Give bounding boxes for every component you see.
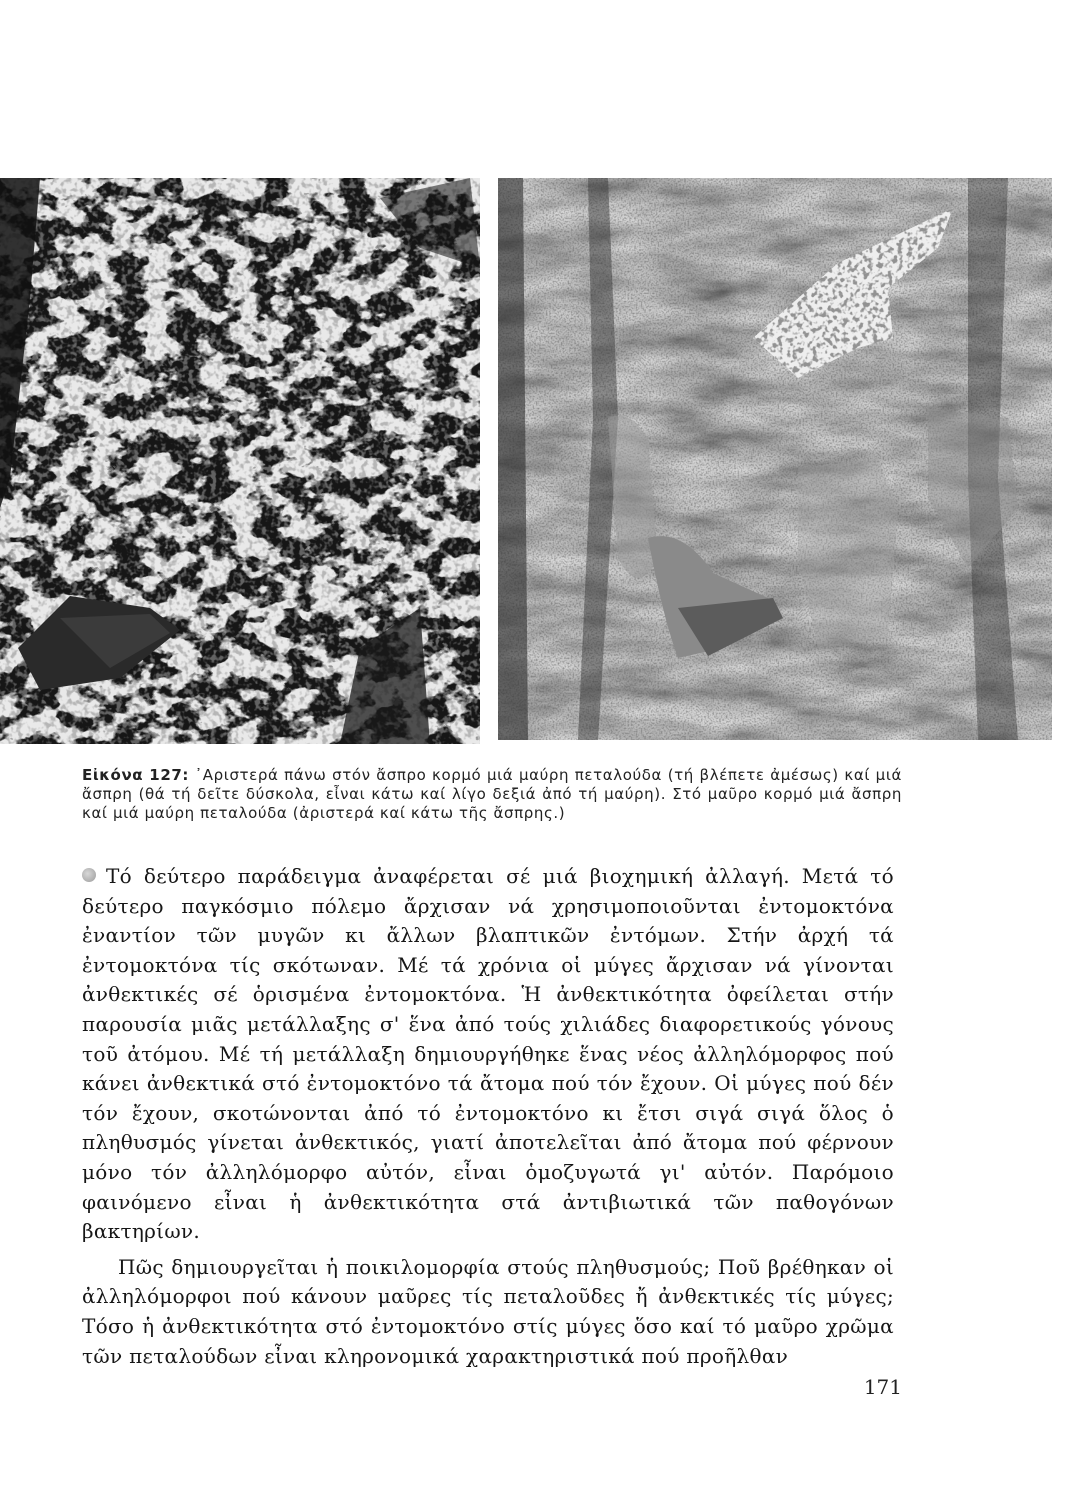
paragraph-1 <box>82 862 894 1247</box>
figure-label: Εἰκόνα 127: <box>82 766 190 784</box>
figure-caption <box>82 766 902 823</box>
dark-bark-image <box>498 178 1052 740</box>
paragraph-1-text: Τό δεύτερο παράδειγμα ἀναφέρεται σέ μιά βιοχημική ἀλλαγή. Μετά τό δεύτερο παγκόσμιο πόλεμο ἄρχισαν νά χρησιμοποιοῦνται ἐντομοκτόνα ἐναντίον τῶν μυγῶν κι ἄλλων βλαπτικῶν ἐντόμων. Στήν ἀρχή τά ἐντομοκτόνα τίς σκότωναν. Μέ τά χρόνια οἱ μύγες ἄρχισαν νά γίνονται ἀνθεκτικές σέ ὁρισμένα ἐντομοκτόνα. Ἡ ἀνθεκτικότητα ὀφείλεται στήν παρουσία μιᾶς μετάλλαξης σ' ἕνα ἀπό τούς χιλιάδες διαφορετικούς γόνους τοῦ ἀτόμου. Μέ τή μετάλλαξη δημιουργήθηκε ἕνας νέος ἀλληλόμορφος πού κάνει ἀνθεκτικά στό ἐντομοκτόνο τά ἄτομα πού τόν ἔχουν. Οἱ μύγες πού δέν τόν ἔχουν, σκοτώνονται ἀπό τό ἐντομοκτόνο κι ἔτσι σιγά σιγά ὅλος ὁ πληθυσμός γίνεται ἀνθεκτικός, γιατί ἀποτελεῖται ἀπό ἄτομα πού φέρνουν μόνο τόν ἀλληλόμορφο αὐτόν, εἶναι ὁμοζυγωτά γι' αὐτόν. Παρόμοιο φαινόμενο εἶναι ἡ ἀνθεκτικότητα στά ἀντιβιωτικά τῶν παθογόνων βακτηρίων. <box>82 864 894 1244</box>
light-bark-image <box>0 178 480 744</box>
photo-light-bark-moths <box>0 178 480 744</box>
body-text <box>82 862 894 1371</box>
paragraph-2: Πῶς δημιουργεῖται ἡ ποικιλομορφία στούς πληθυσμούς; Ποῦ βρέθηκαν οἱ ἀλληλόμορφοι πού κάνουν μαῦρες τίς πεταλοῦδες ἤ ἀνθεκτικές τίς μύγες; Τόσο ἡ ἀνθεκτικότητα στό ἐντομοκτόνο στίς μύγες ὅσο καί τό μαῦρο χρῶμα τῶν πεταλούδων εἶναι κληρονομικά χαρακτηριστικά πού προῆλθαν <box>82 1254 894 1368</box>
bullet-icon <box>82 868 96 882</box>
figure-caption-text: ᾿Αριστερά πάνω στόν ἄσπρο κορμό μιά μαύρη πεταλούδα (τή βλέπετε ἀμέσως) καί μιά ἄσπρη (θά τή δεῖτε δύσκολα, εἶναι κάτω καί λίγο δεξιά ἀπό τή μαύρη). Στό μαῦρο κορμό μιά ἄσπρη καί μιά μαύρη πεταλούδα (ἀριστερά καί κάτω τῆς ἄσπρης.) <box>82 766 902 822</box>
page-number: 171 <box>863 1375 902 1399</box>
photo-dark-bark-moths <box>498 178 1052 740</box>
